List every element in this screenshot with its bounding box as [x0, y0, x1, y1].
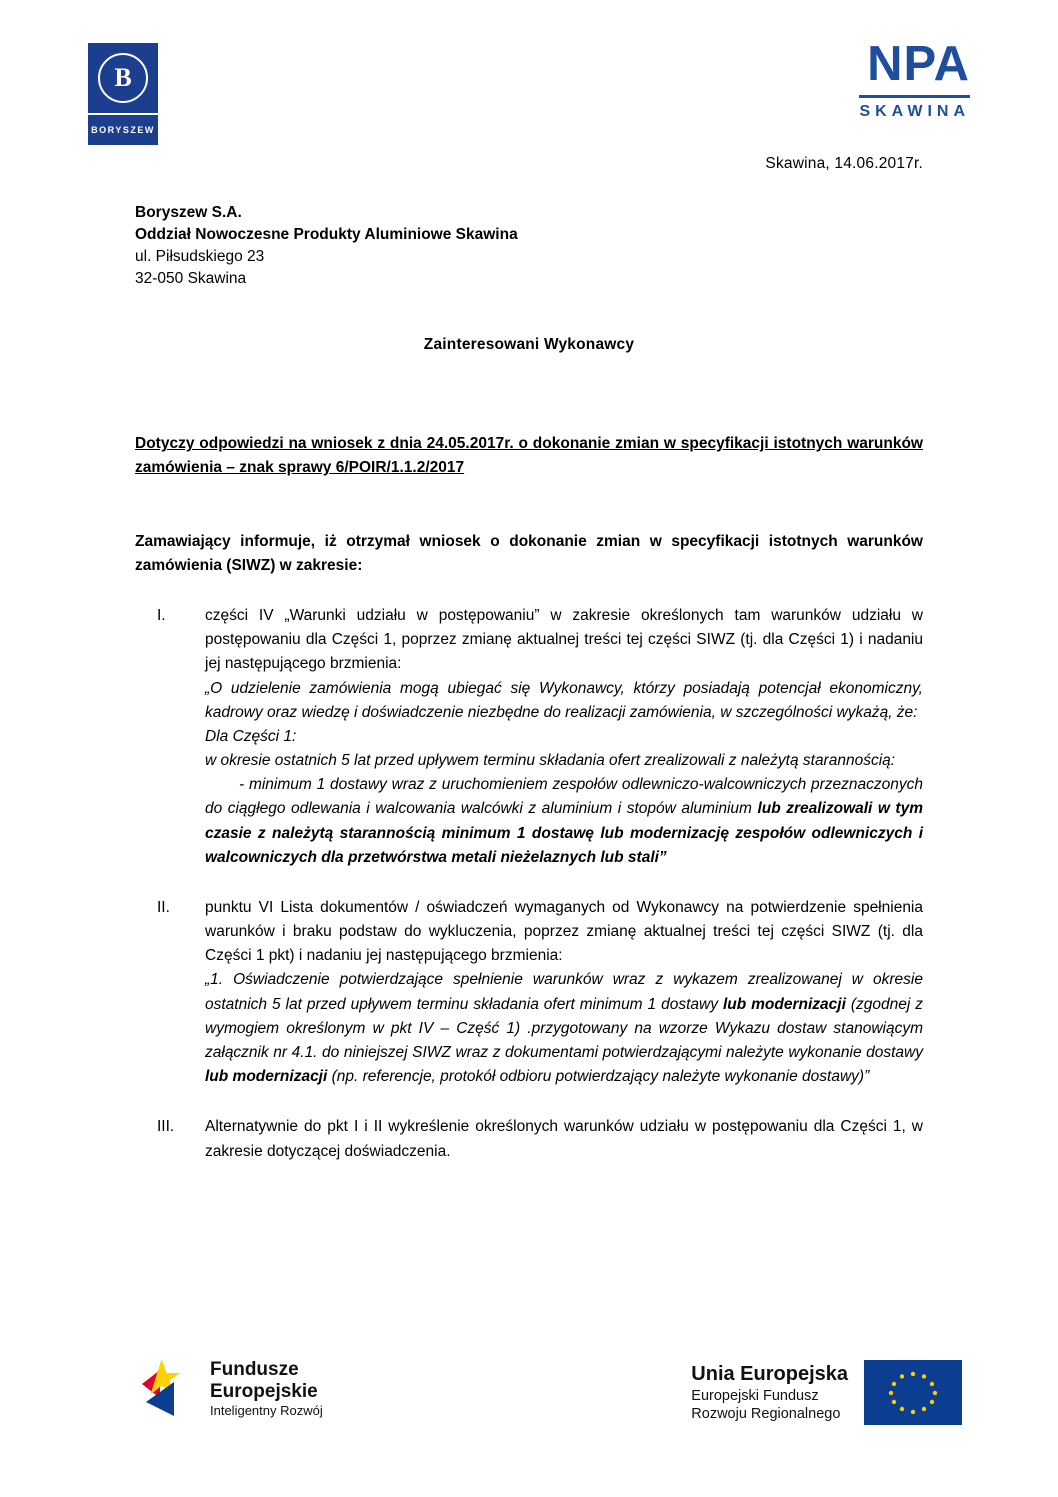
- item-3-paragraph-1: Alternatywnie do pkt I i II wykreślenie określonych warunków udziału w postępowaniu dla Części 1, w zakresie dotyczącej doświadczenia.: [205, 1118, 923, 1160]
- eu-flag-icon: [864, 1360, 962, 1425]
- list-item: [135, 896, 923, 1089]
- intro-paragraph: Zamawiający informuje, iż otrzymał wniosek o dokonanie zmian w specyfikacji istotnych warunków zamówienia (SIWZ) w zakresie:: [135, 533, 923, 575]
- item-2-frag-b: lub modernizacji: [722, 995, 846, 1013]
- fundusze-europejskie-icon: [140, 1358, 198, 1420]
- addressee-line-2: Oddział Nowoczesne Produkty Aluminiowe Skawina: [135, 226, 518, 243]
- addressee-line-1: Boryszew S.A.: [135, 204, 242, 221]
- list-item-marker: III.: [157, 1118, 175, 1136]
- boryszew-logo-letter: B: [98, 53, 148, 103]
- npa-logo-main: NPA: [867, 37, 970, 91]
- subject-line: Dotyczy odpowiedzi na wniosek z dnia 24.05.2017r. o dokonanie zmian w specyfikacji istotnych warunków zamówienia – znak sprawy 6/POIR/1.1.2/2017: [135, 435, 923, 477]
- unia-europejska-text: [691, 1362, 848, 1423]
- fe-line-1: Fundusze: [210, 1359, 299, 1381]
- fundusze-europejskie-logo: [140, 1358, 323, 1420]
- unia-europejska-logo: [691, 1360, 962, 1425]
- amendment-list: [135, 604, 923, 1164]
- list-item-marker: I.: [157, 607, 166, 625]
- fe-line-2: Europejskie: [210, 1380, 318, 1402]
- ue-line-1: Unia Europejska: [691, 1362, 848, 1385]
- fe-line-3: Inteligentny Rozwój: [210, 1402, 323, 1418]
- addressee-line-4: 32-050 Skawina: [135, 270, 247, 287]
- boryszew-logo-wordmark: BORYSZEW: [91, 125, 155, 135]
- item-2-paragraph-2: [205, 968, 923, 1089]
- footer-logos: [0, 1350, 1058, 1445]
- letter-body: [135, 0, 923, 1190]
- list-item: [135, 1115, 923, 1163]
- item-1-paragraph-3: Dla Części 1:: [205, 727, 297, 745]
- npa-logo-sub: SKAWINA: [859, 103, 970, 120]
- item-2-frag-a: „1. Oświadczenie potwierdzające spełnienie warunków wraz z wykazem zrealizowanej w okresie ostatnich 5 lat przed upływem terminu składania ofert minimum 1 dostawy: [205, 971, 923, 1013]
- ue-line-3: Rozwoju Regionalnego: [691, 1406, 841, 1422]
- place-and-date: Skawina, 14.06.2017r.: [765, 155, 923, 172]
- addressee-block: [135, 202, 923, 290]
- addressee-line-3: ul. Piłsudskiego 23: [135, 248, 265, 265]
- recipients-line: Zainteresowani Wykonawcy: [423, 336, 635, 353]
- ue-line-2: Europejski Fundusz: [691, 1387, 819, 1404]
- item-1-paragraph-5-plain: - minimum 1 dostawy wraz z uruchomieniem zespołów odlewniczo-walcowniczych przeznaczonych do ciągłego odlewania i walcowania walcówki z aluminium i stopów aluminium: [205, 776, 923, 818]
- item-2-paragraph-1: punktu VI Lista dokumentów / oświadczeń wymaganych od Wykonawcy na potwierdzenie spełnienia warunków i braku podstaw do wykluczenia, poprzez zmianę aktualnej treści tej części SIWZ (tj. dla Części 1 pkt) i nadaniu jej następującego brzmienia:: [205, 898, 923, 965]
- item-1-paragraph-2: „O udzielenie zamówienia mogą ubiegać się Wykonawcy, którzy posiadają potencjał ekonomiczny, kadrowy oraz wiedzę i doświadczenie niezbędne do realizacji zamówienia, w szczególności wykażą, że:: [205, 679, 923, 721]
- item-2-frag-d: lub modernizacji: [205, 1068, 328, 1086]
- item-1-paragraph-5-bold: lub zrealizowali w tym czasie z należytą starannością minimum 1 dostawę lub modernizację zespołów odlewniczych i walcowniczych dla przetwórstwa metali nieżelaznych lub stali”: [205, 800, 923, 866]
- list-item-marker: II.: [157, 898, 170, 916]
- item-2-frag-c: (zgodnej z wymogiem określonym w pkt IV – Część 1) .przygotowany na wzorze Wykazu dostaw stanowiącym załącznik nr 4.1. do niniejszej SIWZ wraz z dokumentami potwierdzającymi należyte wykonanie dostawy: [205, 995, 923, 1061]
- item-1-paragraph-5: [205, 773, 923, 870]
- item-1-paragraph-4: w okresie ostatnich 5 lat przed upływem terminu składania ofert zrealizowali z należytą starannością:: [205, 752, 896, 770]
- item-2-frag-e: (np. referencje, protokół odbioru potwierdzający należyte wykonanie dostawy)”: [327, 1068, 870, 1086]
- item-1-paragraph-1: części IV „Warunki udziału w postępowaniu” w zakresie określonych tam warunków udziału w postępowaniu dla Części 1, poprzez zmianę aktualnej treści tej części SIWZ (tj. dla Części 1) i nadaniu jej następującego brzmienia:: [205, 607, 923, 673]
- list-item: [135, 604, 923, 870]
- fundusze-europejskie-text: [210, 1359, 323, 1418]
